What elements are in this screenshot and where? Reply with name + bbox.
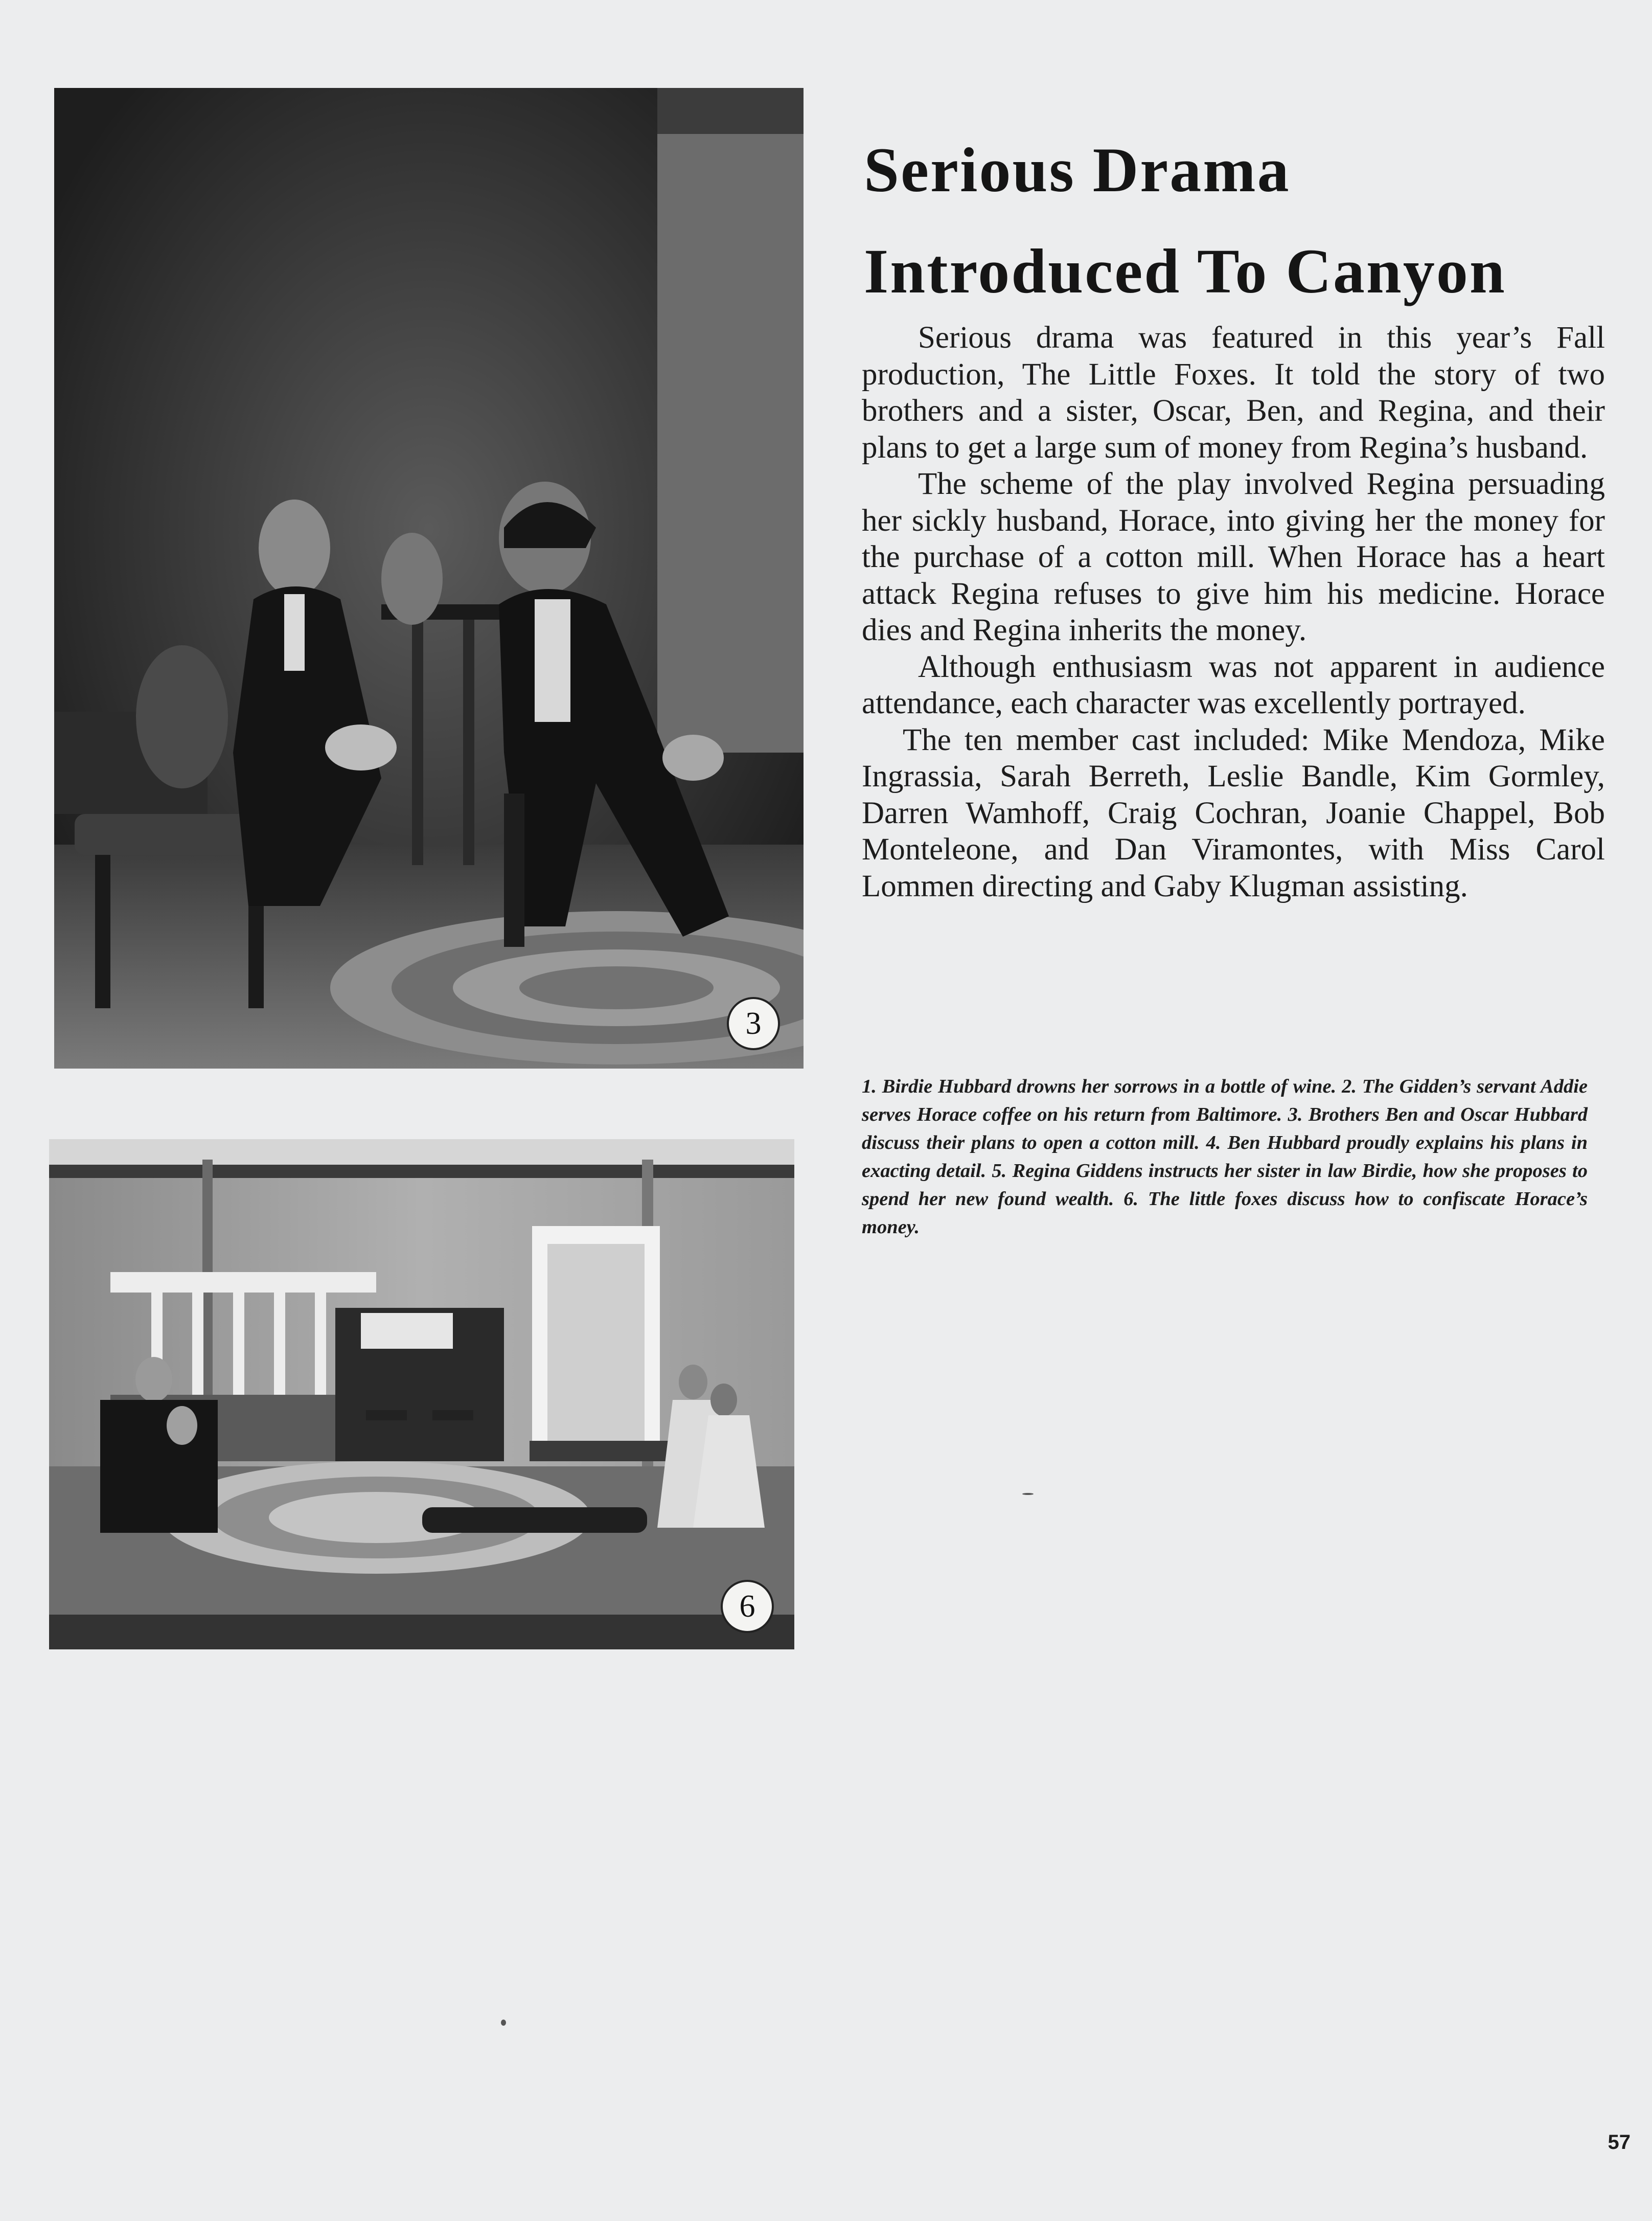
scan-speck xyxy=(501,2020,506,2026)
scan-speck xyxy=(1022,1493,1034,1495)
article-paragraph: The scheme of the play involved Regina persuading her sickly husband, Horace, into giving her the money for the purchase of a cotton mill. When Horace has a heart attack Regina refuses to give him his medicine. Horace dies and Regina inherits the money. xyxy=(862,467,1605,647)
photo-number-badge: 3 xyxy=(727,997,780,1050)
article-title-line2: Introduced To Canyon xyxy=(864,236,1506,306)
article-title-line1: Serious Drama xyxy=(864,135,1291,205)
photo-number-badge: 6 xyxy=(721,1580,774,1633)
article-paragraph: Although enthusiasm was not apparent in audience attendance, each character was excellently portrayed. xyxy=(862,649,1605,720)
photo-brothers-scene xyxy=(54,88,804,1069)
article-paragraph: Serious drama was featured in this year’s Fall production, The Little Foxes. It told the story of two brothers and a sister, Oscar, Ben, and Regina, and their plans to get a large sum of money from Regina’s husband. xyxy=(862,321,1605,465)
photo-stage-set xyxy=(49,1139,794,1649)
article-paragraph: The ten member cast included: Mike Mendoza, Mike Ingrassia, Sarah Berreth, Leslie Bandle, Kim Gormley, Darren Wamhoff, Craig Cochran, Joanie Chappel, Bob Monteleone, and Dan Viramontes, with Miss Carol Lommen directing and Gaby Klugman assisting. xyxy=(862,722,1605,903)
photo-captions: 1. Birdie Hubbard drowns her sorrows in a bottle of wine. 2. The Gidden’s servant Addie serves Horace coffee on his return from Baltimore. 3. Brothers Ben and Oscar Hubbard discuss their plans to open a cotton mill. 4. Ben Hubbard proudly explains his plans in exacting detail. 5. Regina Giddens instructs her sister in law Birdie, how she proposes to spend her new found wealth. 6. The little foxes discuss how to confiscate Horace’s money. xyxy=(862,1076,1588,1238)
page-number: 57 xyxy=(1608,2131,1631,2154)
photo-stage-scene xyxy=(49,1139,794,1649)
photo-brothers-on-stage xyxy=(54,88,804,1069)
article-body xyxy=(862,320,1605,904)
